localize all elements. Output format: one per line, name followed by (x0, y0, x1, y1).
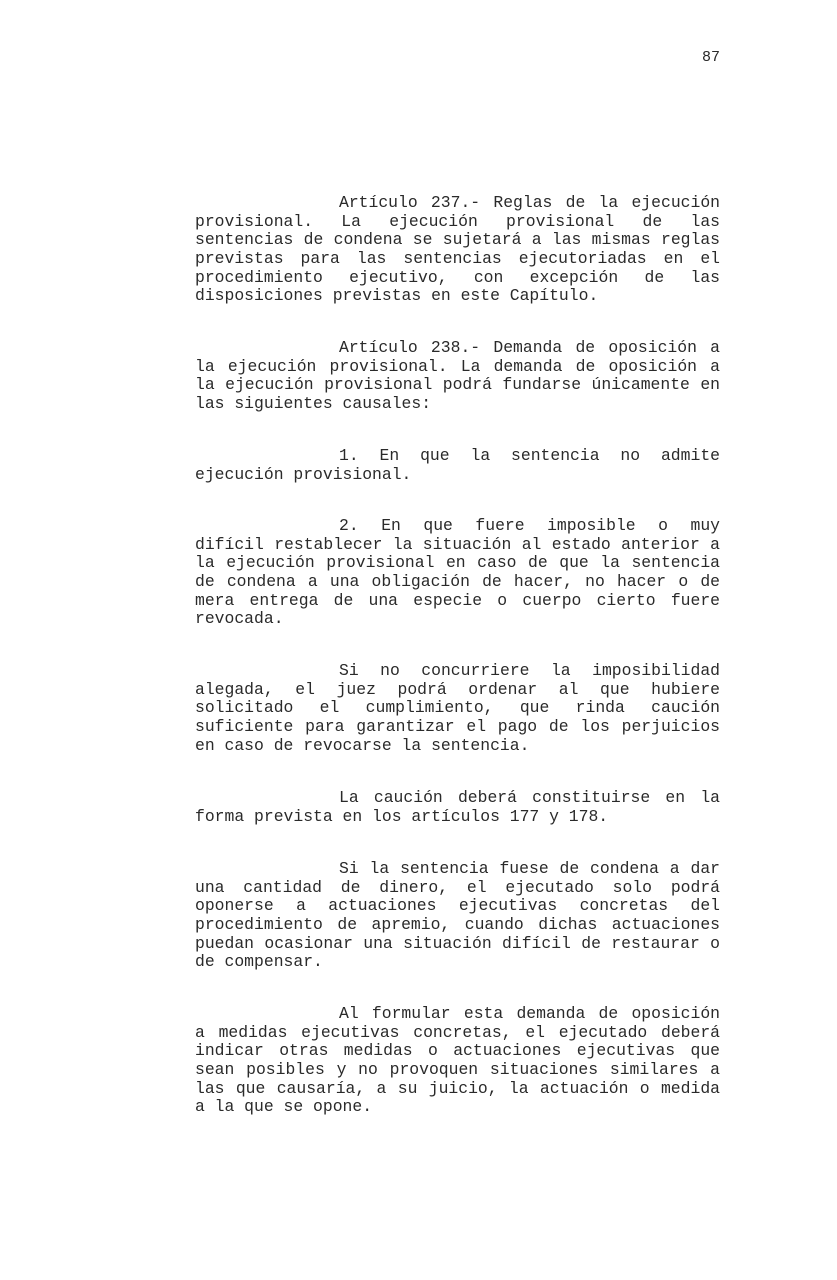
paragraph (195, 789, 720, 826)
text-line: 1. En que la sentencia no admite (339, 446, 720, 465)
paragraph (195, 339, 720, 414)
text-line: a la que se opone. (195, 1097, 373, 1117)
text-line: a medidas ejecutivas concretas, el ejecutado deberá (195, 1022, 720, 1042)
text-line: la ejecución provisional en caso de que la sentencia (195, 553, 720, 573)
text-line: La caución deberá constituirse en la (339, 788, 720, 807)
text-line: la ejecución provisional. La demanda de oposición a (195, 356, 720, 376)
paragraph (195, 447, 720, 484)
text-line: 2. En que fuere imposible o muy (339, 516, 720, 535)
paragraph (195, 517, 720, 629)
paragraph (195, 860, 720, 972)
text-line: alegada, el juez podrá ordenar al que hubiere (195, 679, 720, 699)
paragraph (195, 1005, 720, 1117)
text-line: indicar otras medidas o actuaciones ejecutivas que (195, 1041, 720, 1061)
paragraph (195, 662, 720, 755)
text-line: revocada. (195, 609, 284, 629)
text-line: una cantidad de dinero, el ejecutado solo podrá (195, 877, 720, 897)
text-line: Si no concurriere la imposibilidad (339, 661, 720, 680)
text-line: provisional. La ejecución provisional de las (195, 211, 720, 231)
text-line: de condena a una obligación de hacer, no hacer o de (195, 572, 720, 592)
text-line: disposiciones previstas en este Capítulo. (195, 286, 599, 306)
text-line: sean posibles y no provoquen situaciones similares a (195, 1060, 720, 1080)
text-line: sentencias de condena se sujetará a las mismas reglas (195, 230, 720, 250)
text-line: forma prevista en los artículos 177 y 178. (195, 806, 609, 826)
text-line: la ejecución provisional podrá fundarse únicamente en (195, 375, 720, 395)
text-line: Si la sentencia fuese de condena a dar (339, 859, 720, 878)
paragraph (195, 194, 720, 306)
text-line: mera entrega de una especie o cuerpo cierto fuere (195, 590, 720, 610)
text-line: difícil restablecer la situación al estado anterior a (195, 534, 720, 554)
text-line: ejecución provisional. (195, 464, 412, 484)
text-line: Al formular esta demanda de oposición (339, 1004, 720, 1023)
text-line: de compensar. (195, 952, 323, 972)
text-line: procedimiento de apremio, cuando dichas actuaciones (195, 915, 720, 935)
text-line: solicitado el cumplimiento, que rinda caución (195, 698, 720, 718)
text-line: Artículo 237.- Reglas de la ejecución (339, 193, 720, 212)
text-line: las siguientes causales: (195, 394, 432, 414)
text-line: previstas para las sentencias ejecutoriadas en el (195, 249, 720, 269)
page-number: 87 (701, 49, 720, 66)
text-line: Artículo 238.- Demanda de oposición a (339, 338, 720, 357)
text-line: suficiente para garantizar el pago de los perjuicios (195, 717, 720, 737)
text-line: oponerse a actuaciones ejecutivas concretas del (195, 896, 720, 916)
text-line: puedan ocasionar una situación difícil de restaurar o (195, 933, 720, 953)
text-line: procedimiento ejecutivo, con excepción de las (195, 267, 720, 287)
text-line: en caso de revocarse la sentencia. (195, 735, 530, 755)
text-line: las que causaría, a su juicio, la actuación o medida (195, 1078, 720, 1098)
